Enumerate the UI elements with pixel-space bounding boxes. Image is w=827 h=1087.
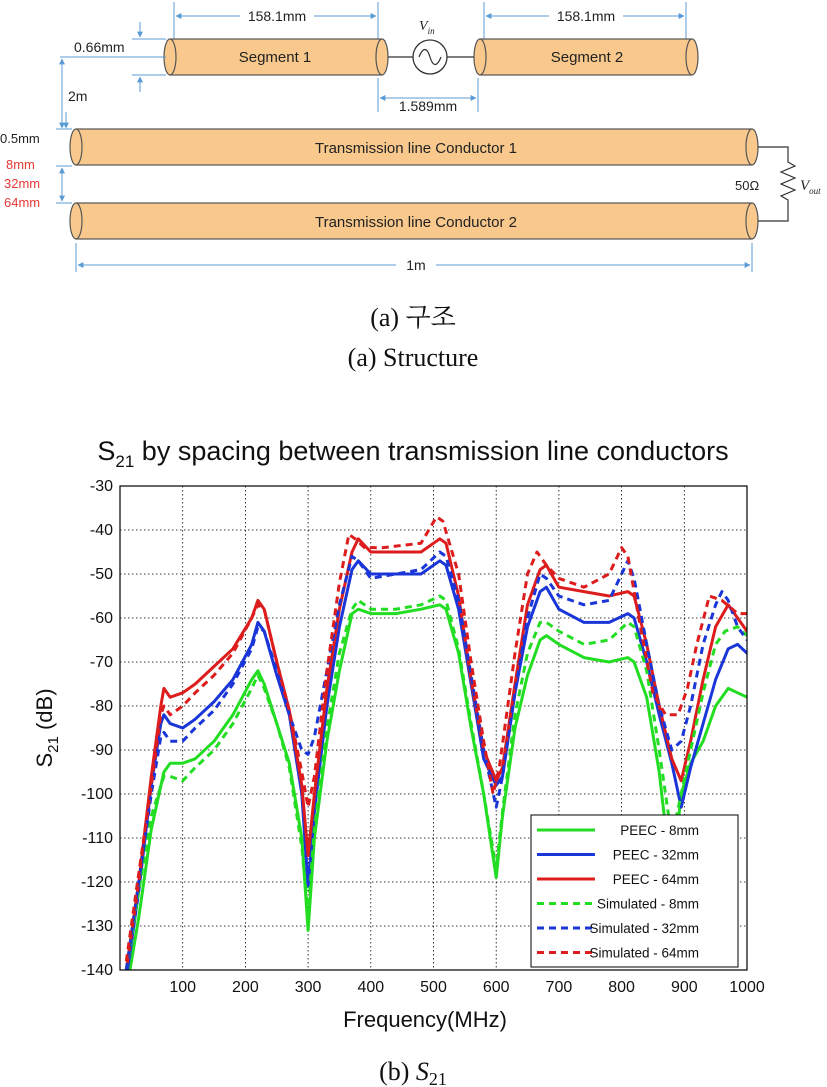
x-tick-label: 800 [608, 979, 635, 996]
y-tick-label: -30 [89, 478, 113, 495]
svg-text:Vout [800, 178, 821, 196]
tl-conductor-1-label: Transmission line Conductor 1 [314, 140, 518, 157]
y-tick-label: -40 [89, 522, 113, 539]
caption-b: (b) S21 [379, 1057, 447, 1087]
chart-title: $S_{21}$ by spacing between transmission line conductors [97, 436, 729, 471]
spacing-64mm: 64mm [4, 195, 41, 210]
x-tick-label: 100 [169, 979, 197, 996]
y-tick-label: -80 [89, 698, 113, 715]
resistor-label: 50Ω [735, 178, 760, 193]
y-tick-label: -50 [89, 566, 113, 583]
vin-sub-label: in [427, 26, 435, 36]
legend-label-1: PEEC - 32mm [612, 847, 699, 863]
x-axis-label: Frequency(MHz) [343, 1007, 507, 1032]
legend-label-2: PEEC - 64mm [612, 872, 699, 887]
vout-label: V [800, 178, 810, 194]
voltage-source [388, 19, 474, 74]
length-label: 1m [406, 257, 426, 273]
y-tick-label: -130 [80, 918, 113, 935]
y-axis-label: $S_{21}$ (dB) [32, 688, 62, 768]
gap-label: 1.589mm [398, 98, 458, 114]
tl-conductor-2-label: Transmission line Conductor 2 [314, 214, 518, 231]
x-tick-label: 700 [545, 979, 573, 996]
seg2-length-label: 158.1mm [556, 8, 616, 24]
y-tick-label: -90 [89, 742, 113, 759]
x-tick-label: 200 [232, 979, 259, 996]
segment-diameter-label: 0.66mm [74, 39, 125, 55]
y-tick-label: -120 [80, 874, 113, 891]
caption-a-korean: (a) 구조 [370, 303, 456, 332]
x-tick-label: 500 [420, 979, 447, 996]
x-tick-label: 900 [670, 979, 698, 996]
segment-2 [474, 39, 698, 75]
seg1-length-label: 158.1mm [247, 8, 307, 24]
segment-1 [164, 39, 388, 75]
spacing-32mm: 32mm [4, 176, 41, 191]
caption-a-english: (a) Structure [347, 343, 479, 372]
segment-2-label: Segment 2 [550, 49, 624, 66]
svg-text:Vin [419, 19, 435, 36]
x-tick-label: 300 [294, 979, 322, 996]
y-tick-label: -70 [89, 654, 113, 671]
legend [531, 815, 738, 967]
x-tick-label: 600 [482, 979, 510, 996]
height-label: 2m [68, 88, 88, 104]
legend-label-5: Simulated - 64mm [589, 945, 699, 961]
y-tick-label: -60 [89, 610, 113, 627]
legend-label-0: PEEC - 8mm [620, 823, 699, 838]
segment-1-label: Segment 1 [238, 49, 312, 66]
x-ticks [169, 979, 765, 996]
vin-label: V [419, 19, 428, 34]
x-tick-label: 400 [357, 979, 385, 996]
x-tick-label: 1000 [729, 979, 765, 996]
vout-sub-label: out [809, 186, 821, 196]
y-tick-label: -100 [80, 786, 113, 803]
spacing-8mm: 8mm [6, 157, 35, 172]
legend-label-3: Simulated - 8mm [596, 896, 699, 912]
legend-label-4: Simulated - 32mm [589, 921, 699, 936]
tl-conductor-2 [70, 203, 758, 239]
tl-diameter-label: 0.5mm [0, 131, 40, 146]
resistor-icon [758, 147, 795, 221]
y-tick-label: -110 [82, 830, 113, 847]
tl-conductor-1 [70, 129, 758, 165]
structure-diagram [0, 2, 821, 274]
y-ticks [81, 478, 113, 979]
y-tick-label: -140 [80, 962, 113, 979]
